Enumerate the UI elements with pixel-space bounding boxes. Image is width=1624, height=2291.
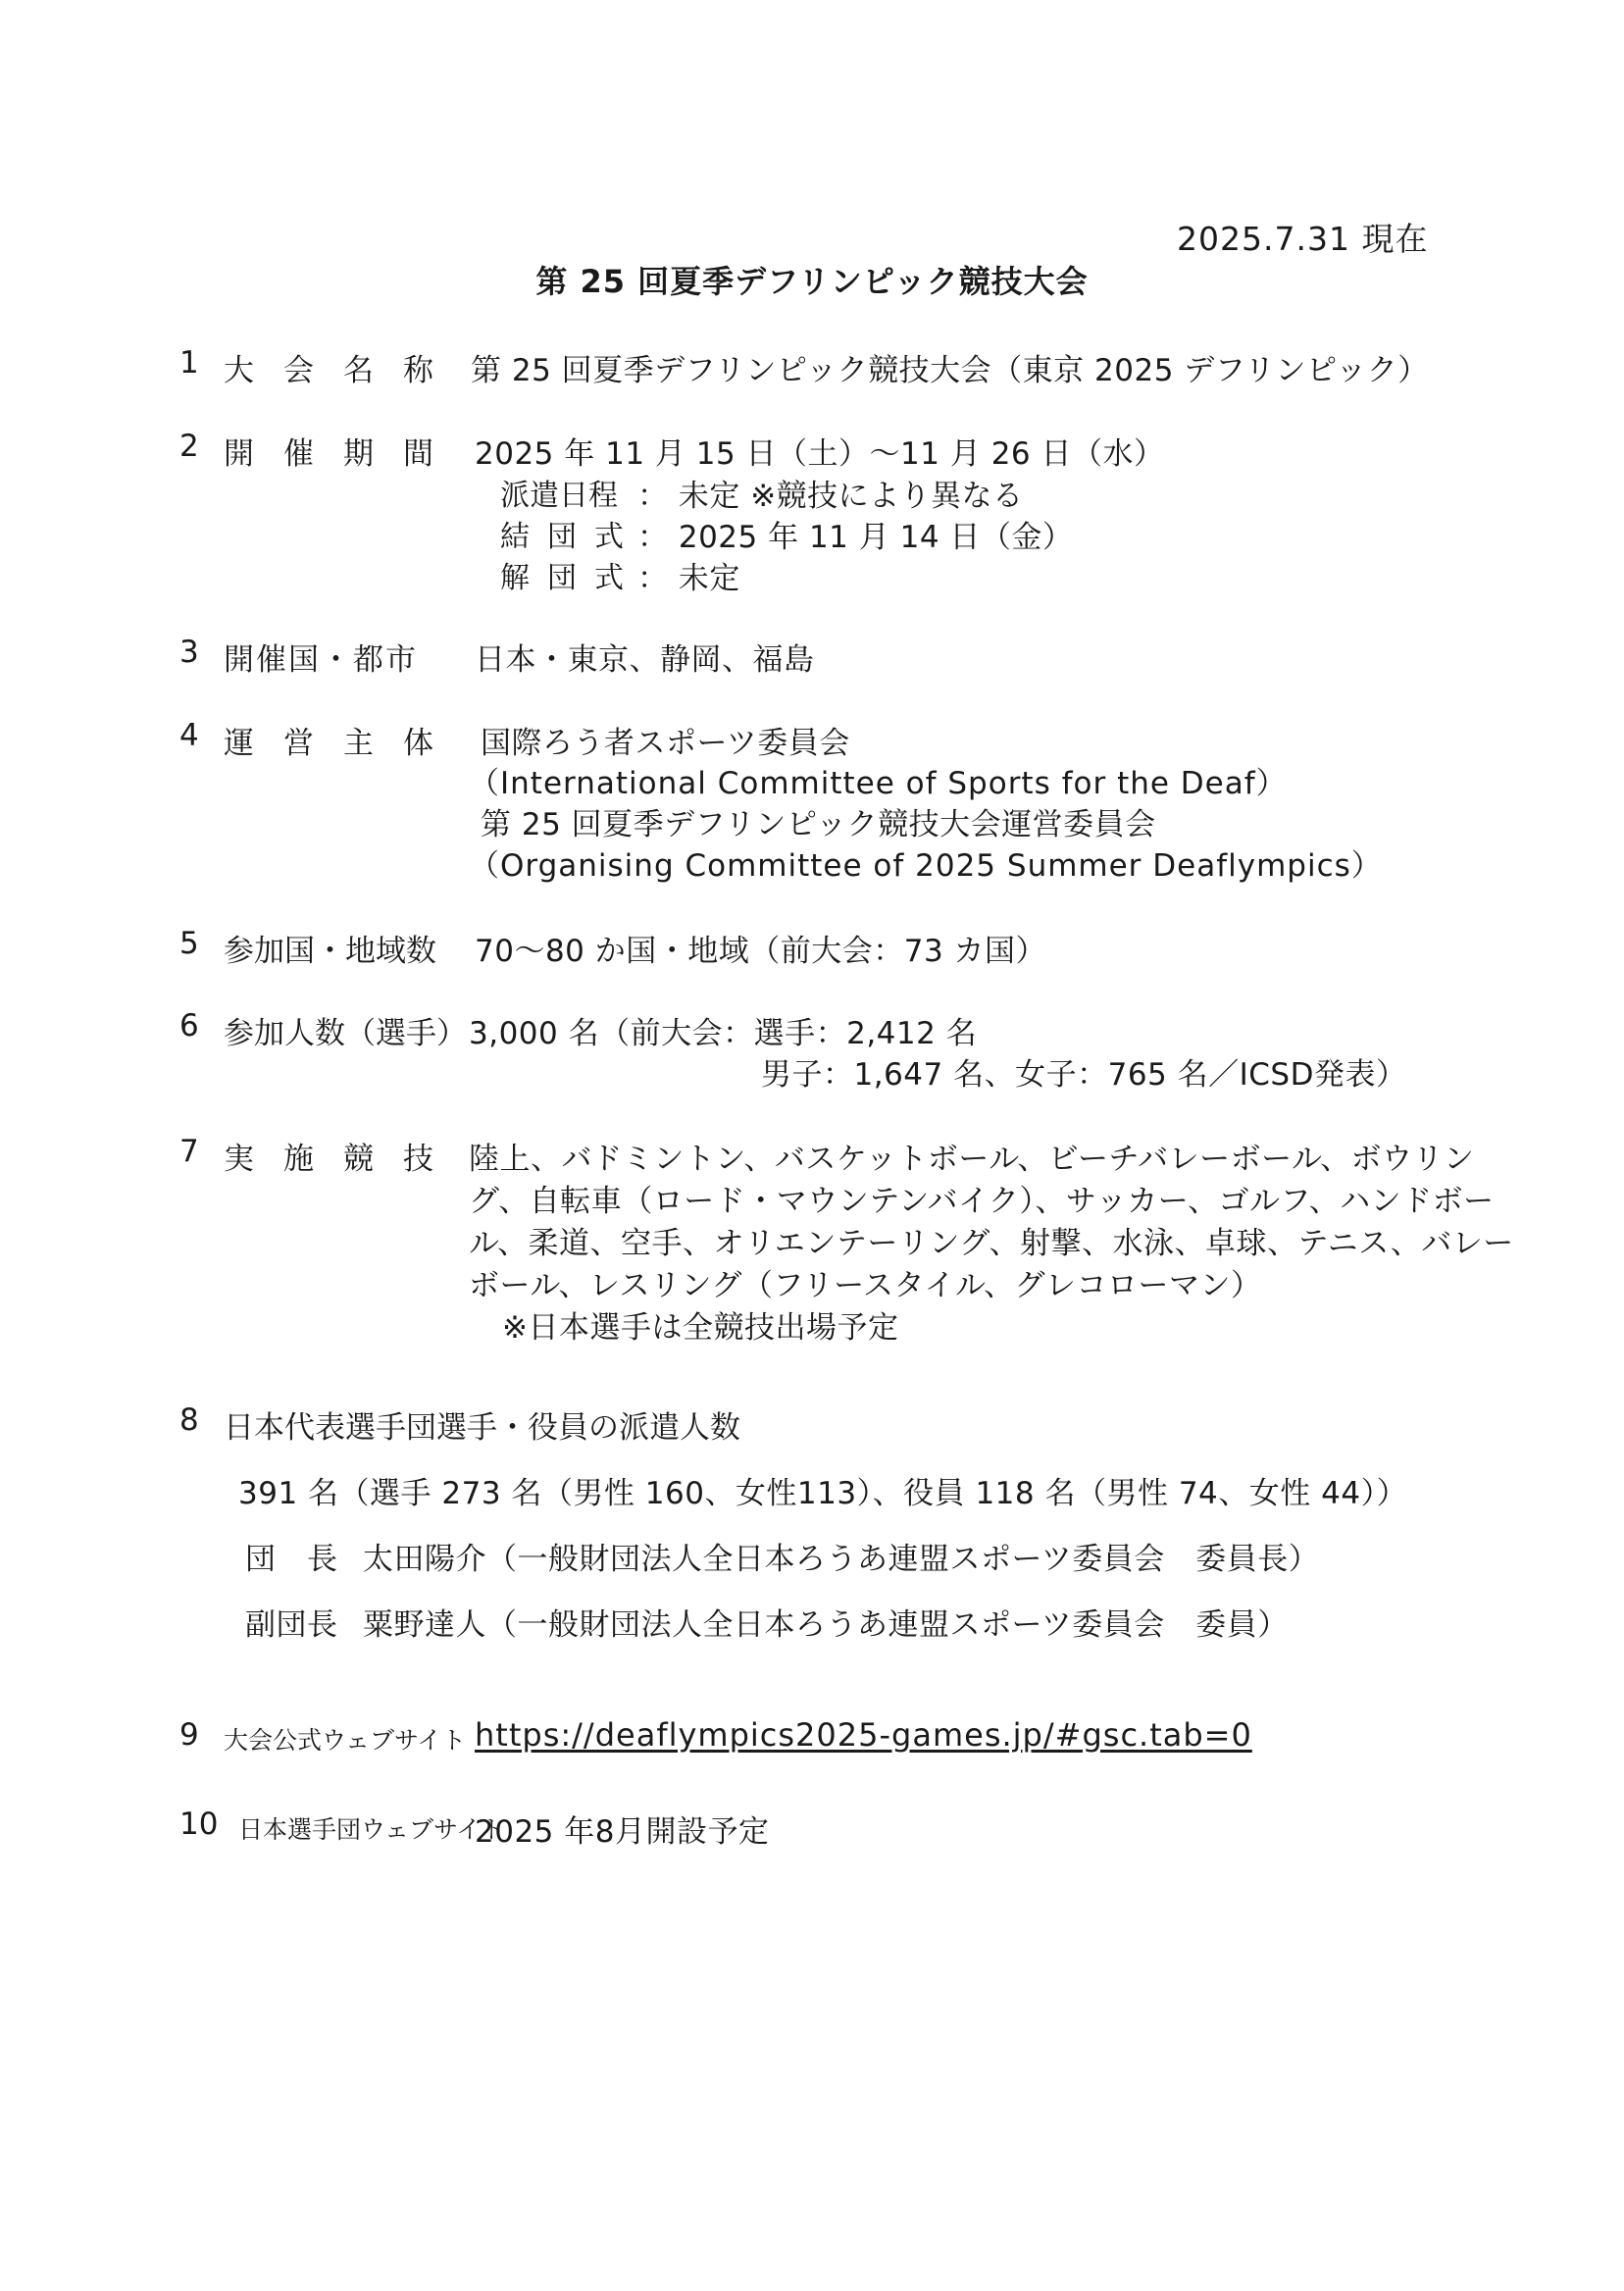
formation-ceremony-label: 結団式	[500, 520, 641, 554]
item-9-label: 大会公式ウェブサイト	[224, 1726, 467, 1755]
item-7-label: 実 施 競 技	[224, 1142, 433, 1177]
item-1-label: 大 会 名 称	[224, 353, 433, 388]
dispatch-schedule-value: ： 未定 ※競技により異なる	[637, 479, 1024, 514]
item-6-number: 6	[179, 1008, 199, 1044]
item-10-number: 10	[179, 1807, 219, 1842]
as-of-date: 2025.7.31 現在	[1177, 220, 1429, 258]
organizer-committee-en: （Organising Committee of 2025 Summer Deaflympics）	[469, 848, 1383, 884]
item-2-label: 開 催 期 間	[224, 436, 433, 472]
item-7-number: 7	[179, 1134, 199, 1169]
item-4-number: 4	[179, 718, 199, 753]
item-3-value: 日本・東京、静岡、福島	[475, 642, 815, 678]
item-6-value: 3,000 名（前大会：選手：2,412 名	[469, 1016, 978, 1051]
dissolution-ceremony-value: ： 未定	[637, 561, 740, 596]
item-10-value: 2025 年8月開設予定	[475, 1814, 770, 1850]
item-5-value: 70～80 か国・地域（前大会：73 カ国）	[475, 934, 1047, 969]
team-leader-label: 団 長	[245, 1542, 338, 1577]
official-website-link[interactable]: https://deaflympics2025-games.jp/#gsc.tab=0	[475, 1716, 1252, 1754]
item-3-label: 開催国・都市	[224, 642, 418, 678]
formation-ceremony-value: ： 2025 年 11 月 14 日（金）	[637, 520, 1074, 555]
organizer-committee-ja: 第 25 回夏季デフリンピック競技大会運営委員会	[481, 807, 1156, 842]
item-1-value: 第 25 回夏季デフリンピック競技大会（東京 2025 デフリンピック）	[471, 353, 1429, 388]
item-1-number: 1	[179, 345, 199, 381]
deputy-leader: 粟野達人（一般財団法人全日本ろうあ連盟スポーツ委員会 委員）	[363, 1607, 1289, 1643]
sports-line-4: ボール、レスリング（フリースタイル、グレコローマン）	[469, 1268, 1262, 1303]
organizer-icsd-ja: 国際ろう者スポーツ委員会	[481, 726, 850, 761]
item-6-value-detail: 男子：1,647 名、女子：765 名／ICSD発表）	[761, 1057, 1407, 1093]
item-9-number: 9	[179, 1717, 199, 1753]
dispatch-schedule-label: 派遣日程	[500, 479, 618, 513]
sports-line-1: 陸上、バドミントン、バスケットボール、ビーチバレーボール、ボウリン	[469, 1142, 1475, 1177]
item-2-value: 2025 年 11 月 15 日（土）～11 月 26 日（水）	[475, 436, 1165, 472]
document-title: 第 25 回夏季デフリンピック競技大会	[535, 263, 1089, 300]
dissolution-ceremony-label: 解団式	[500, 561, 641, 595]
item-4-label: 運 営 主 体	[224, 726, 433, 761]
item-6-label: 参加人数（選手）	[224, 1016, 467, 1051]
organizer-icsd-en: （International Committee of Sports for the Deaf）	[469, 766, 1288, 801]
item-5-label: 参加国・地域数	[224, 934, 436, 969]
item-5-number: 5	[179, 926, 199, 961]
item-2-number: 2	[179, 429, 199, 464]
item-10-label: 日本選手団ウェブサイト	[238, 1815, 506, 1844]
delegation-total: 391 名（選手 273 名（男性 160、女性113）、役員 118 名（男性 74、女性 44））	[238, 1476, 1408, 1511]
team-leader: 太田陽介（一般財団法人全日本ろうあ連盟スポーツ委員会 委員長）	[363, 1542, 1320, 1577]
sports-note: ※日本選手は全競技出場予定	[502, 1310, 899, 1346]
sports-line-3: ル、柔道、空手、オリエンテーリング、射撃、水泳、卓球、テニス、バレー	[469, 1226, 1514, 1261]
item-3-number: 3	[179, 635, 199, 670]
item-8-label: 日本代表選手団選手・役員の派遣人数	[224, 1410, 740, 1446]
item-8-number: 8	[179, 1402, 199, 1438]
sports-line-2: グ、自転車（ロード・マウンテンバイク）、サッカー、ゴルフ、ハンドボー	[469, 1184, 1495, 1219]
deputy-leader-label: 副団長	[245, 1607, 338, 1643]
